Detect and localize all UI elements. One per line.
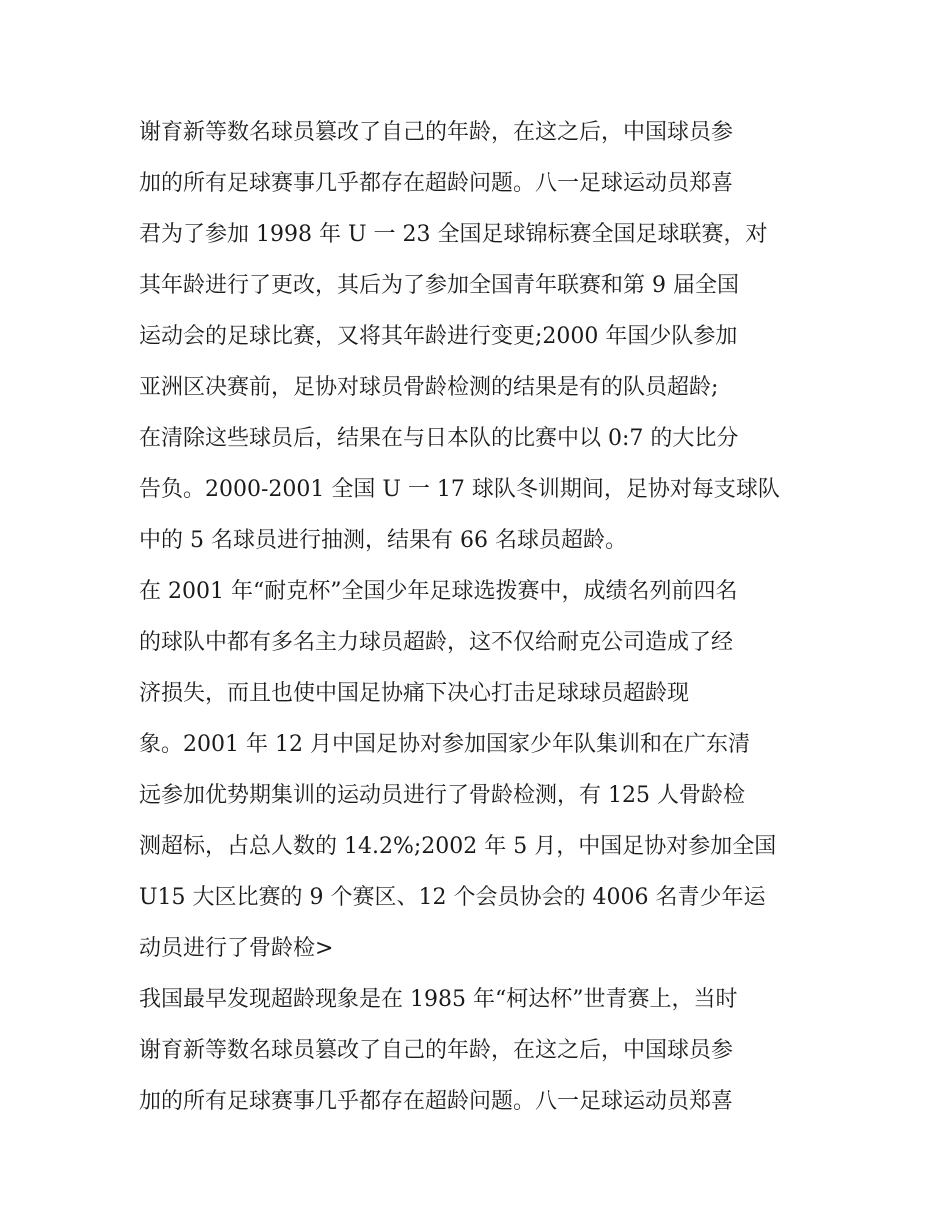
text-line: 我国最早发现超龄现象是在 1985 年“柯达杯”世青赛上，当时 (139, 987, 738, 1012)
text-line: 远参加优势期集训的运动员进行了骨龄检测，有 125 人骨龄检 (139, 783, 745, 808)
text-line: 君为了参加 1998 年 U 一 23 全国足球锦标赛全国足球联赛，对 (139, 222, 768, 247)
text-line: 济损失，而且也使中国足协痛下决心打击足球球员超龄现 (139, 681, 690, 706)
text-line: 中的 5 名球员进行抽测，结果有 66 名球员超龄。 (139, 528, 627, 553)
text-line: 象。2001 年 12 月中国足协对参加国家少年队集训和在广东清 (139, 732, 750, 757)
text-line: 在清除这些球员后，结果在与日本队的比赛中以 0:7 的大比分 (139, 426, 739, 451)
text-line: 告负。2000-2001 全国 U 一 17 球队冬训期间，足协对每支球队 (139, 477, 780, 502)
document-body (139, 107, 829, 1127)
text-line: 其年龄进行了更改，其后为了参加全国青年联赛和第 9 届全国 (139, 273, 739, 298)
text-line: 谢育新等数名球员篡改了自己的年龄，在这之后，中国球员参 (139, 120, 734, 145)
text-line: 在 2001 年“耐克杯”全国少年足球选拨赛中，成绩名列前四名 (139, 579, 738, 604)
text-line: 谢育新等数名球员篡改了自己的年龄，在这之后，中国球员参 (139, 1038, 734, 1063)
text-line: 加的所有足球赛事几乎都存在超龄问题。八一足球运动员郑喜 (139, 171, 734, 196)
text-line: 加的所有足球赛事几乎都存在超龄问题。八一足球运动员郑喜 (139, 1089, 734, 1114)
text-line: 亚洲区决赛前，足协对球员骨龄检测的结果是有的队员超龄; (139, 375, 719, 400)
text-line: 运动会的足球比赛，又将其年龄进行变更;2000 年国少队参加 (139, 324, 738, 349)
text-line: U15 大区比赛的 9 个赛区、12 个会员协会的 4006 名青少年运 (139, 885, 766, 910)
text-line: 的球队中都有多名主力球员超龄，这不仅给耐克公司造成了经 (139, 630, 734, 655)
text-line: 测超标，占总人数的 14.2%;2002 年 5 月，中国足协对参加全国 (139, 834, 777, 859)
text-line: 动员进行了骨龄检> (139, 936, 334, 961)
